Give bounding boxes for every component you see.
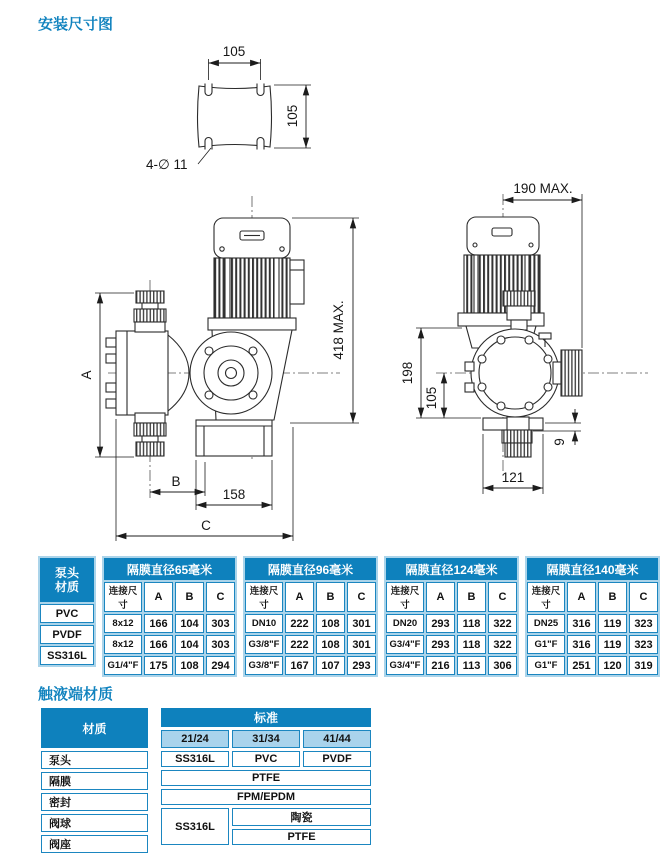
page-title: 安装尺寸图 [38, 16, 114, 33]
diaphragm-96-section [243, 556, 378, 677]
cell: 316 [567, 614, 596, 633]
cell: G1"F [527, 635, 565, 654]
dim-b-label: B [171, 474, 181, 489]
cell: G1"F [527, 656, 565, 675]
plate-height-dim-label: 105 [285, 104, 300, 128]
col-header: C [488, 582, 517, 612]
col-header: B [598, 582, 627, 612]
cell: SS316L [161, 808, 229, 845]
cell: 119 [598, 635, 627, 654]
cell: 216 [426, 656, 455, 675]
col-header: 连接尺寸 [245, 582, 283, 612]
cell: G3/8"F [245, 656, 283, 675]
cell: 222 [285, 614, 314, 633]
dimension-table [38, 556, 660, 677]
cell: 119 [598, 614, 627, 633]
table-row [386, 614, 517, 633]
dim-105-side-label: 105 [424, 386, 439, 410]
plate-holes-label: 4-∅ 11 [146, 157, 188, 172]
table-row [527, 558, 658, 580]
cell: PVC [232, 751, 300, 767]
col-header: A [426, 582, 455, 612]
cell: PVDF [303, 751, 371, 767]
table-row [104, 558, 235, 580]
table-row [245, 656, 376, 675]
table-row [527, 635, 658, 654]
table-row [41, 772, 148, 790]
table-row [41, 793, 148, 811]
cell: 8x12 [104, 614, 142, 633]
pump-material-pvdf: PVDF [40, 625, 94, 644]
material-labels-column [38, 705, 151, 856]
standard-header: 标准 [161, 708, 371, 727]
cell: DN25 [527, 614, 565, 633]
cell: 166 [144, 614, 173, 633]
table-row [161, 730, 371, 748]
table-row [40, 558, 94, 602]
cell: G1/4"F [104, 656, 142, 675]
col-header: 连接尺寸 [104, 582, 142, 612]
table-row [527, 656, 658, 675]
col-header: C [206, 582, 235, 612]
dim-a-label: A [79, 370, 94, 380]
section-title: 隔膜直径124毫米 [386, 558, 517, 580]
section-title: 隔膜直径140毫米 [527, 558, 658, 580]
table-row [40, 646, 94, 665]
wetted-materials-title: 触液端材质 [38, 686, 114, 703]
table-row [161, 808, 371, 826]
cell: 319 [629, 656, 658, 675]
section-title: 隔膜直径65毫米 [104, 558, 235, 580]
table-row [386, 635, 517, 654]
plate-width-dim-label: 105 [222, 44, 246, 59]
cell: 293 [347, 656, 376, 675]
col-header: A [144, 582, 173, 612]
table-row [245, 635, 376, 654]
dim-418-label: 418 MAX. [331, 300, 346, 360]
material-header: 材质 [41, 708, 148, 748]
table-row [104, 582, 235, 612]
cell: PTFE [232, 829, 371, 845]
cell: DN20 [386, 614, 424, 633]
cell: 322 [488, 635, 517, 654]
table-row [161, 789, 371, 805]
section-title: 隔膜直径96毫米 [245, 558, 376, 580]
col-header: B [175, 582, 204, 612]
pump-material-column [38, 556, 96, 667]
table-row [104, 635, 235, 654]
dim-190-label: 190 MAX. [513, 181, 573, 196]
cell: 301 [347, 614, 376, 633]
cell: 120 [598, 656, 627, 675]
cell: 303 [206, 614, 235, 633]
col-header: 连接尺寸 [527, 582, 565, 612]
col-header: C [629, 582, 658, 612]
diaphragm-124-section [384, 556, 519, 677]
cell: 118 [457, 614, 486, 633]
cell: 294 [206, 656, 235, 675]
pump-front-view [79, 196, 359, 541]
col-header: B [457, 582, 486, 612]
cell: 8x12 [104, 635, 142, 654]
col-header: B [316, 582, 345, 612]
col-header: 41/44 [303, 730, 371, 748]
table-row [104, 614, 235, 633]
table-row [41, 751, 148, 769]
cell: 陶瓷 [232, 808, 371, 826]
cell: 303 [206, 635, 235, 654]
cell: 323 [629, 614, 658, 633]
cell: G3/4"F [386, 635, 424, 654]
row-label-pump-head: 泵头 [41, 751, 148, 769]
cell: FPM/EPDM [161, 789, 371, 805]
cell: 113 [457, 656, 486, 675]
table-row [386, 558, 517, 580]
cell: 322 [488, 614, 517, 633]
wetted-materials-table [38, 705, 374, 856]
cell: 301 [347, 635, 376, 654]
cell: 108 [175, 656, 204, 675]
cell: 293 [426, 635, 455, 654]
dim-c-label: C [201, 518, 211, 533]
diaphragm-65-section [102, 556, 237, 677]
table-row [104, 656, 235, 675]
table-row [41, 814, 148, 832]
material-values [158, 705, 374, 848]
col-header: 21/24 [161, 730, 229, 748]
col-header: A [285, 582, 314, 612]
table-row [161, 751, 371, 767]
table-row [245, 582, 376, 612]
cell: DN10 [245, 614, 283, 633]
col-header: A [567, 582, 596, 612]
cell: 104 [175, 635, 204, 654]
pump-side-view [400, 181, 648, 494]
table-row [161, 770, 371, 786]
cell: 316 [567, 635, 596, 654]
cell: 222 [285, 635, 314, 654]
row-label-seal: 密封 [41, 793, 148, 811]
cell: 107 [316, 656, 345, 675]
cell: 167 [285, 656, 314, 675]
table-row [245, 614, 376, 633]
table-row [41, 708, 148, 748]
mounting-plate-drawing [146, 44, 311, 172]
cell: 108 [316, 614, 345, 633]
table-row [245, 558, 376, 580]
row-label-valve-seat: 阀座 [41, 835, 148, 853]
table-row [386, 582, 517, 612]
cell: PTFE [161, 770, 371, 786]
dim-121-label: 121 [501, 470, 525, 485]
cell: 251 [567, 656, 596, 675]
table-row [41, 835, 148, 853]
table-row [527, 614, 658, 633]
cell: 306 [488, 656, 517, 675]
cell: G3/4"F [386, 656, 424, 675]
corner-header: 泵头 材质 [40, 558, 94, 602]
cell: SS316L [161, 751, 229, 767]
col-header: C [347, 582, 376, 612]
dim-158-label: 158 [222, 487, 246, 502]
pump-material-ss316l: SS316L [40, 646, 94, 665]
table-row [40, 604, 94, 623]
table-row [161, 708, 371, 727]
diaphragm-140-section [525, 556, 660, 677]
table-row [386, 656, 517, 675]
table-row [40, 625, 94, 644]
cell: 104 [175, 614, 204, 633]
cell: G3/8"F [245, 635, 283, 654]
cell: 323 [629, 635, 658, 654]
pump-material-pvc: PVC [40, 604, 94, 623]
row-label-diaphragm: 隔膜 [41, 772, 148, 790]
cell: 175 [144, 656, 173, 675]
dim-198-label: 198 [400, 361, 415, 385]
row-label-valve-ball: 阀球 [41, 814, 148, 832]
table-row [527, 582, 658, 612]
cell: 108 [316, 635, 345, 654]
col-header: 31/34 [232, 730, 300, 748]
cell: 118 [457, 635, 486, 654]
col-header: 连接尺寸 [386, 582, 424, 612]
cell: 166 [144, 635, 173, 654]
cell: 293 [426, 614, 455, 633]
dim-9-label: 9 [552, 438, 567, 446]
